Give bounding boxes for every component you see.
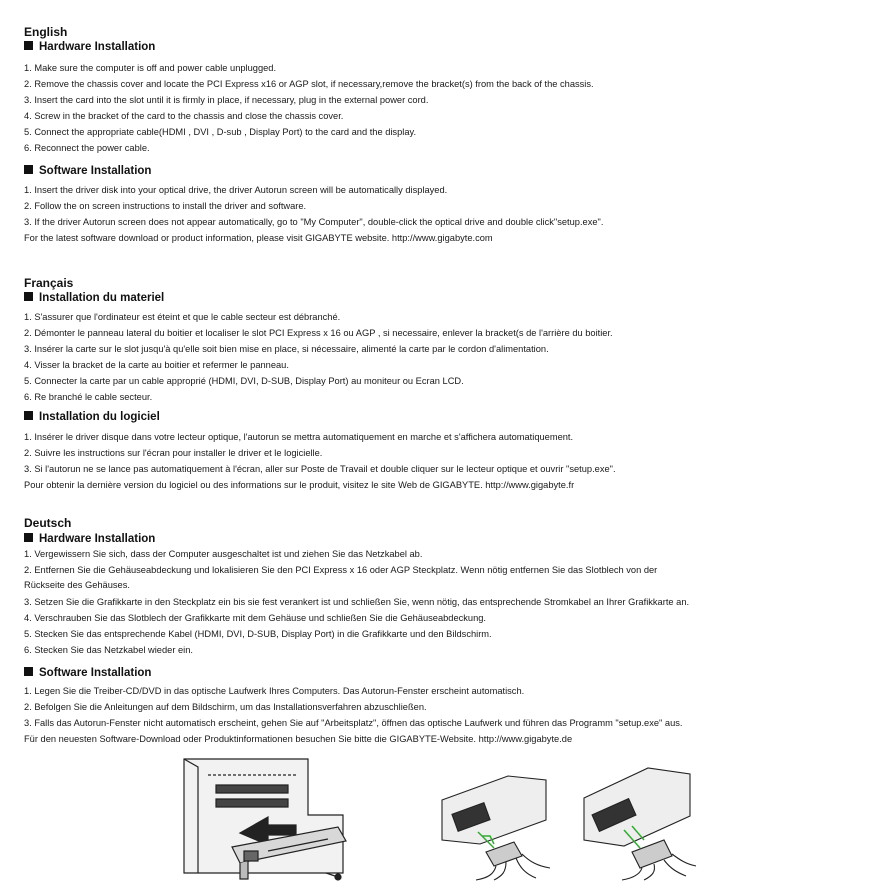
en-hw-step-3: 3. Insert the card into the slot until it is firmly in place, if necessary, plug in the external power cord.	[24, 95, 429, 105]
section-heading-de-software	[24, 666, 151, 680]
en-hw-step-4: 4. Screw in the bracket of the card to the chassis and close the chassis cover.	[24, 111, 344, 121]
fr-hw-step-5: 5. Connecter la carte par un cable approprié (HDMI, DVI, D-SUB, Display Port) au moniteur ou Ecran LCD.	[24, 376, 464, 386]
bullet-square-icon	[24, 41, 33, 50]
en-sw-step-1: 1. Insert the driver disk into your optical drive, the driver Autorun screen will be automatically displayed.	[24, 185, 448, 195]
en-hw-step-6: 6. Reconnect the power cable.	[24, 143, 150, 153]
fr-hw-step-1: 1. S'assurer que l'ordinateur est éteint et que le cable secteur est débranché.	[24, 312, 341, 322]
en-sw-step-2: 2. Follow the on screen instructions to install the driver and software.	[24, 201, 307, 211]
en-hw-step-1: 1. Make sure the computer is off and power cable unplugged.	[24, 63, 277, 73]
fr-sw-step-2: 2. Suivre les instructions sur l'écran pour installer le driver et le logicielle.	[24, 448, 323, 458]
section-heading-fr-software	[24, 410, 160, 424]
de-sw-step-2: 2. Befolgen Sie die Anleitungen auf dem Bildschirm, um das Installationsverfahren abzuschließen.	[24, 702, 427, 712]
bullet-square-icon	[24, 411, 33, 420]
bullet-square-icon	[24, 165, 33, 174]
card-insertion-illustration	[178, 755, 368, 887]
de-hw-step-2: 2. Entfernen Sie die Gehäuseabdeckung und lokalisieren Sie den PCI Express x 16 oder AGP Steckplatz. Wenn nötig entfernen Sie das Slotblech von der	[24, 565, 658, 575]
de-sw-step-3: 3. Falls das Autorun-Fenster nicht automatisch erscheint, gehen Sie auf "Arbeitsplatz", öffnen das optische Laufwerk und führen das Programm "setup.exe" aus.	[24, 718, 683, 728]
fr-hw-step-2: 2. Démonter le panneau lateral du boitier et localiser le slot PCI Express x 16 ou AGP , si necessaire, enlever la bracket(s de l'arrière du boitier.	[24, 328, 613, 338]
section-title: Software Installation	[39, 165, 152, 177]
section-heading-de-hardware	[24, 532, 155, 546]
de-sw-note: Für den neuesten Software-Download oder Produktinformationen besuchen Sie bitte die GIGABYTE-Website. http://www.gigabyte.de	[24, 734, 573, 744]
section-heading-fr-hardware	[24, 291, 164, 305]
language-heading-english: English	[24, 25, 68, 39]
section-title: Installation du materiel	[39, 292, 165, 304]
fr-hw-step-4: 4. Visser la bracket de la carte au boitier et refermer le panneau.	[24, 360, 289, 370]
de-hw-step-5: 5. Stecken Sie das entsprechende Kabel (HDMI, DVI, D-SUB, Display Port) in die Grafikkarte und den Bildschirm.	[24, 629, 492, 639]
section-heading-en-software	[24, 164, 151, 178]
fr-sw-step-3: 3. Si l'autorun ne se lance pas automatiquement à l'écran, aller sur Poste de Travail et double cliquer sur le lecteur optique et ouvrir "setup.exe".	[24, 464, 616, 474]
fr-hw-step-3: 3. Insérer la carte sur le slot jusqu'à qu'elle soit bien mise en place, si nécessaire, alimenté la carte par le cordon d'alimentation.	[24, 344, 549, 354]
de-hw-step-3: 3. Setzen Sie die Grafikkarte in den Steckplatz ein bis sie fest verankert ist und schließen Sie, wenn nötig, das entsprechende Stromkabel an Ihrer Grafikkarte an.	[24, 597, 690, 607]
fr-hw-step-6: 6. Re branché le cable secteur.	[24, 392, 153, 402]
en-hw-step-5: 5. Connect the appropriate cable(HDMI , DVI , D-sub , Display Port) to the card and the display.	[24, 127, 417, 137]
section-title: Hardware Installation	[39, 533, 156, 545]
power-connector-8pin-illustration	[578, 760, 698, 882]
section-heading-en-hardware	[24, 40, 155, 54]
en-sw-step-3: 3. If the driver Autorun screen does not appear automatically, go to "My Computer", double-click the optical drive and double click"setup.exe".	[24, 217, 604, 227]
de-hw-step-1: 1. Vergewissern Sie sich, dass der Computer ausgeschaltet ist und ziehen Sie das Netzkabel ab.	[24, 549, 423, 559]
bullet-square-icon	[24, 667, 33, 676]
de-hw-step-2-cont: Rückseite des Gehäuses.	[24, 580, 130, 590]
en-hw-step-2: 2. Remove the chassis cover and locate the PCI Express x16 or AGP slot, if necessary,remove the bracket(s) from the back of the chassis.	[24, 79, 594, 89]
fr-sw-step-1: 1. Insérer le driver disque dans votre lecteur optique, l'autorun se mettra automatiquement en marche et s'affichera automatiquement.	[24, 432, 574, 442]
language-heading-deutsch: Deutsch	[24, 516, 72, 530]
language-heading-francais: Français	[24, 276, 74, 290]
power-connector-6pin-illustration	[436, 770, 556, 882]
section-title: Installation du logiciel	[39, 411, 160, 423]
section-title: Software Installation	[39, 667, 152, 679]
en-sw-note: For the latest software download or product information, please visit GIGABYTE website. http://www.gigabyte.com	[24, 233, 493, 243]
bullet-square-icon	[24, 533, 33, 542]
de-hw-step-4: 4. Verschrauben Sie das Slotblech der Grafikkarte mit dem Gehäuse und schließen Sie die Gehäuseabdeckung.	[24, 613, 487, 623]
de-hw-step-6: 6. Stecken Sie das Netzkabel wieder ein.	[24, 645, 193, 655]
de-sw-step-1: 1. Legen Sie die Treiber-CD/DVD in das optische Laufwerk Ihres Computers. Das Autorun-Fenster erscheint automatisch.	[24, 686, 525, 696]
section-title: Hardware Installation	[39, 41, 156, 53]
fr-sw-note: Pour obtenir la dernière version du logiciel ou des informations sur le produit, visitez le site Web de GIGABYTE. http://www.gigabyte.fr	[24, 480, 575, 490]
bullet-square-icon	[24, 292, 33, 301]
